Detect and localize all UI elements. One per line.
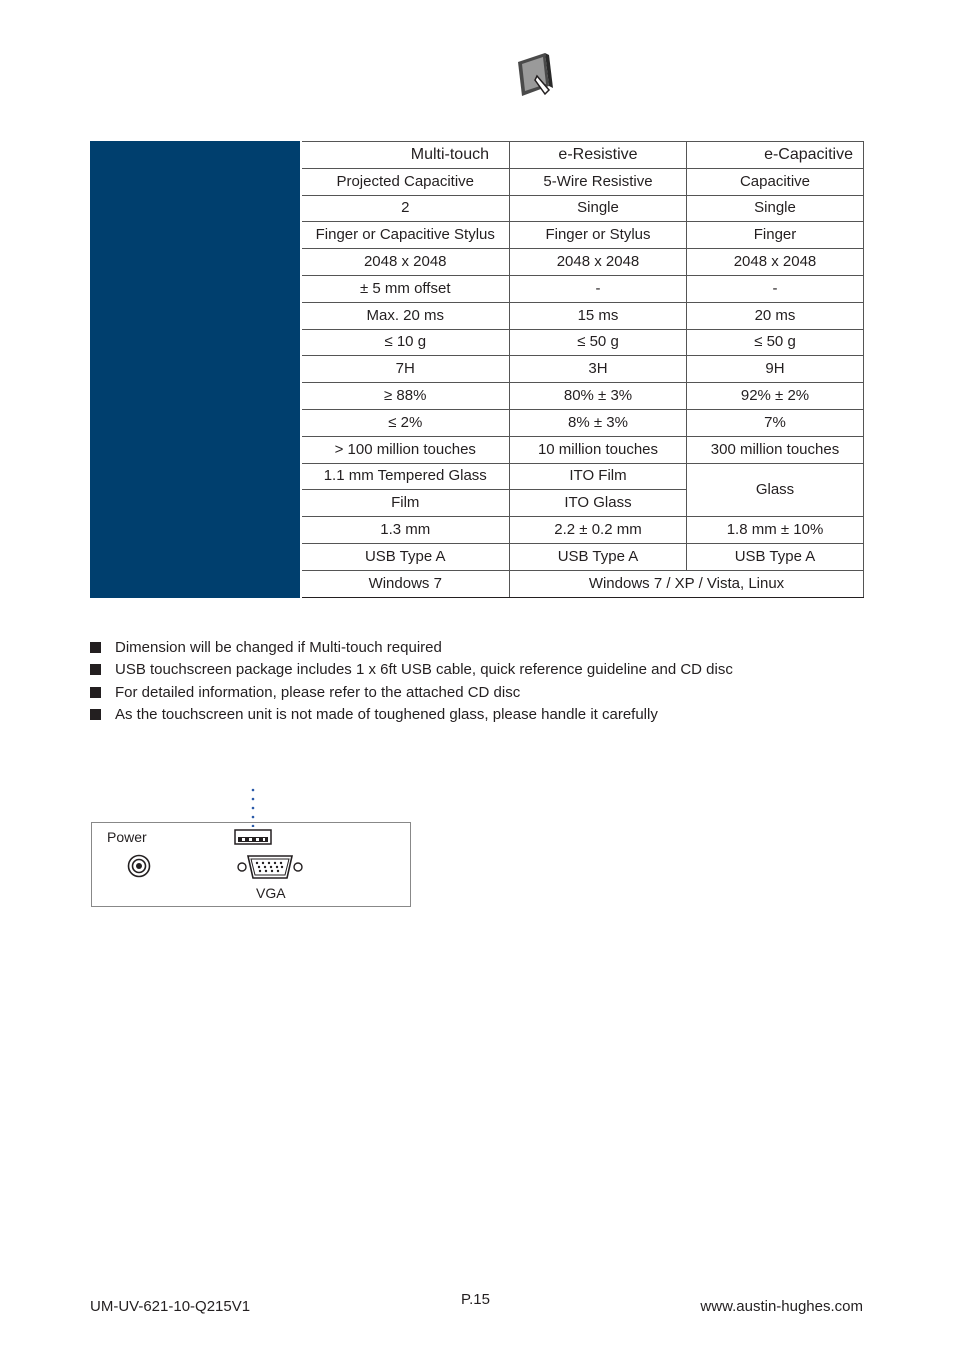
- table-cell: Max. 20 ms: [301, 302, 510, 329]
- table-cell: 10 million touches: [510, 436, 687, 463]
- vga-port-icon: [237, 854, 303, 880]
- table-row-label: [91, 142, 301, 169]
- table-cell: Single: [510, 195, 687, 222]
- table-cell: Projected Capacitive: [301, 168, 510, 195]
- table-cell: 300 million touches: [687, 436, 864, 463]
- table-cell: Capacitive: [687, 168, 864, 195]
- power-label: Power: [107, 829, 147, 845]
- table-cell: 7H: [301, 356, 510, 383]
- list-item: [90, 638, 733, 660]
- table-cell: 2.2 ± 0.2 mm: [510, 517, 687, 544]
- table-cell: 7%: [687, 409, 864, 436]
- website-link[interactable]: www.austin-hughes.com: [700, 1298, 863, 1315]
- table-cell: 9H: [687, 356, 864, 383]
- table-cell: 5-Wire Resistive: [510, 168, 687, 195]
- bullet-square-icon: [90, 642, 101, 653]
- table-cell: Finger: [687, 222, 864, 249]
- table-row-label-group: [91, 168, 301, 436]
- note-text: Dimension will be changed if Multi-touch required: [115, 639, 442, 656]
- table-cell: 2048 x 2048: [510, 249, 687, 276]
- table-cell: ± 5 mm offset: [301, 275, 510, 302]
- table-cell: 1.3 mm: [301, 517, 510, 544]
- table-cell: -: [687, 275, 864, 302]
- table-cell: 2048 x 2048: [301, 249, 510, 276]
- table-cell: -: [510, 275, 687, 302]
- note-text: As the touchscreen unit is not made of toughened glass, please handle it carefully: [115, 705, 658, 723]
- note-text: USB touchscreen package includes 1 x 6ft USB cable, quick reference guideline and CD disc: [115, 661, 733, 679]
- table-row: [91, 463, 864, 490]
- table-cell: 80% ± 3%: [510, 383, 687, 410]
- table-cell: 20 ms: [687, 302, 864, 329]
- table-cell: 1.1 mm Tempered Glass: [301, 463, 510, 490]
- table-cell: 15 ms: [510, 302, 687, 329]
- usb-port-icon: [234, 829, 272, 845]
- note-text: For detailed information, please refer to the attached CD disc: [115, 683, 521, 701]
- table-row: [91, 436, 864, 463]
- table-row-label: [91, 436, 301, 463]
- table-cell: Single: [687, 195, 864, 222]
- table-cell: 92% ± 2%: [687, 383, 864, 410]
- touch-monitor-icon: [515, 50, 557, 98]
- table-header-row: [91, 142, 864, 169]
- table-cell-merged: Windows 7 / XP / Vista, Linux: [510, 570, 864, 597]
- table-cell: Finger or Capacitive Stylus: [301, 222, 510, 249]
- rear-panel-diagram: [91, 822, 411, 907]
- power-jack-icon: [127, 854, 151, 878]
- table-row-label-group: [91, 463, 301, 597]
- table-cell: ≤ 50 g: [510, 329, 687, 356]
- document-code: UM-UV-621-10-Q215V1: [90, 1298, 251, 1315]
- notes-list: [90, 638, 733, 727]
- table-cell: 3H: [510, 356, 687, 383]
- list-item: [90, 683, 733, 705]
- table-cell: 2: [301, 195, 510, 222]
- bullet-square-icon: [90, 687, 101, 698]
- table-cell: Film: [301, 490, 510, 517]
- bullet-square-icon: [90, 709, 101, 720]
- table-cell: 2048 x 2048: [687, 249, 864, 276]
- column-header-e-resistive: e-Resistive: [510, 142, 687, 169]
- table-cell: USB Type A: [510, 543, 687, 570]
- table-cell: ITO Film: [510, 463, 687, 490]
- table-cell: ≤ 10 g: [301, 329, 510, 356]
- table-cell: ≤ 50 g: [687, 329, 864, 356]
- table-cell: ITO Glass: [510, 490, 687, 517]
- table-row: [91, 168, 864, 195]
- table-cell: Windows 7: [301, 570, 510, 597]
- vga-label: VGA: [256, 885, 286, 901]
- table-cell: 8% ± 3%: [510, 409, 687, 436]
- list-item: [90, 660, 733, 682]
- table-cell: ≥ 88%: [301, 383, 510, 410]
- page-number: P.15: [461, 1291, 490, 1308]
- table-cell: ≤ 2%: [301, 409, 510, 436]
- table-cell: USB Type A: [301, 543, 510, 570]
- table-cell: Finger or Stylus: [510, 222, 687, 249]
- column-header-e-capacitive: e-Capacitive: [687, 142, 864, 169]
- table-cell-merged: Glass: [687, 463, 864, 517]
- list-item: [90, 705, 733, 727]
- table-cell: 1.8 mm ± 10%: [687, 517, 864, 544]
- bullet-square-icon: [90, 664, 101, 675]
- touchscreen-spec-table: [90, 141, 864, 598]
- table-cell: > 100 million touches: [301, 436, 510, 463]
- column-header-multi-touch: Multi-touch: [301, 142, 510, 169]
- table-cell: USB Type A: [687, 543, 864, 570]
- usb-cable-dotted-line: [250, 787, 256, 827]
